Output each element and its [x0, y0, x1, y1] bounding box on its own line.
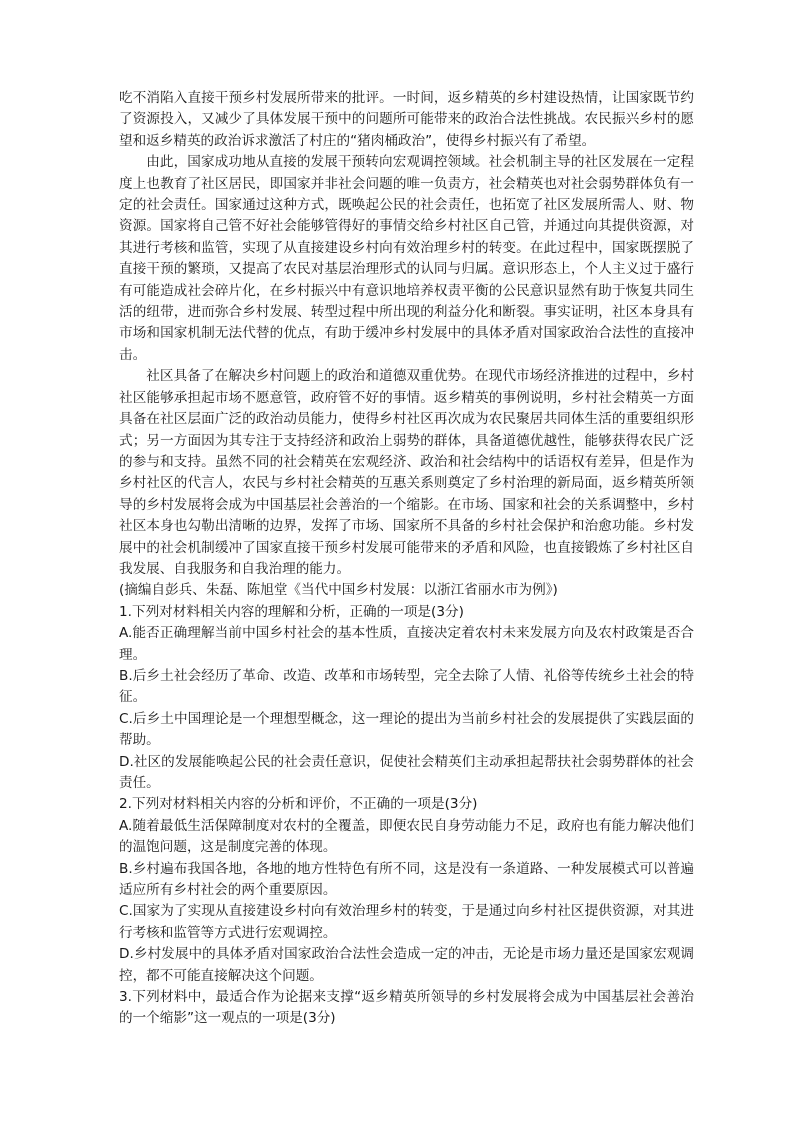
question-1: [119, 602, 694, 795]
question-stem: 3.下列材料中，最适合作为论据来支撑“返乡精英所领导的乡村发展将会成为中国基层社会善治的一个缩影”这一观点的一项是(3分): [119, 989, 694, 1027]
option-a: A.随着最低生活保障制度对农村的全覆盖，即便农民自身劳动能力不足，政府也有能力解决他们的温饱问题，这是制度完善的体现。: [119, 817, 694, 856]
option-c: C.后乡土中国理论是一个理想型概念，这一理论的提出为当前乡村社会的发展提供了实践层面的帮助。: [119, 710, 694, 749]
option-b: B.乡村遍布我国各地，各地的地方性特色有所不同，这是没有一条道路、一种发展模式可以普遍适应所有乡村社会的两个重要原因。: [119, 860, 694, 899]
article-paragraph: 由此，国家成功地从直接的发展干预转向宏观调控领域。社会机制主导的社区发展在一定程度上也教育了社区居民，即国家并非社会问题的唯一负责方，社会精英也对社会弱势群体负有一定的社会责任。国家通过这种方式，既唤起公民的社会责任，也拓宽了社区发展所需人、财、物资源。国家将自己管不好社会能够管得好的事情交给乡村社区自己管，并通过向其提供资源，对其进行考核和监管，实现了从直接建设乡村向有效治理乡村的转变。在此过程中，国家既摆脱了直接干预的繁琐，又提高了农民对基层治理形式的认同与归属。意识形态上，个人主义过于盛行有可能造成社会碎片化，在乡村振兴中有意识地培养权责平衡的公民意识显然有助于恢复共同生活的纽带，进而弥合乡村发展、转型过程中所出现的利益分化和断裂。事实证明，社区本身具有市场和国家机制无法代替的优点，有助于缓冲乡村发展中的具体矛盾对国家政治合法性的直接冲击。: [119, 154, 694, 363]
option-a: A.能否正确理解当前中国乡村社会的基本性质，直接决定着农村未来发展方向及农村政策是否合理。: [119, 625, 694, 663]
option-b: B.后乡土社会经历了革命、改造、改革和市场转型，完全去除了人情、礼俗等传统乡土社会的特征。: [119, 667, 694, 706]
article-source: (摘编自彭兵、朱磊、陈旭堂《当代中国乡村发展：以浙江省丽水市为例》): [119, 582, 558, 599]
question-2: [119, 794, 694, 987]
option-c: C.国家为了实现从直接建设乡村向有效治理乡村的转变，于是通过向乡村社区提供资源，对其进行考核和监管等方式进行宏观调控。: [119, 903, 694, 941]
option-d: D.乡村发展中的具体矛盾对国家政治合法性会造成一定的冲击，无论是市场力量还是国家宏观调控，都不可能直接解决这个问题。: [119, 946, 694, 984]
article-paragraph-continued: 吃不消陷入直接干预乡村发展所带来的批评。一时间，返乡精英的乡村建设热情，让国家既节约了资源投入，又减少了具体发展干预中的问题所可能带来的政治合法性挑战。农民振兴乡村的愿望和返乡精英的政治诉求激活了村庄的“猪肉桶政治”，使得乡村振兴有了希望。: [119, 90, 694, 149]
question-3: [119, 987, 694, 1030]
question-stem: 1.下列对材料相关内容的理解和分析，正确的一项是(3分): [119, 603, 464, 620]
question-stem: 2.下列对材料相关内容的分析和评价，不正确的一项是(3分): [119, 796, 478, 813]
article-paragraph: 社区具备了在解决乡村问题上的政治和道德双重优势。在现代市场经济推进的过程中，乡村社区能够承担起市场不愿意管，政府管不好的事情。返乡精英的事例说明，乡村社会精英一方面具备在社区层面广泛的政治动员能力，使得乡村社区再次成为农民聚居共同体生活的重要组织形式；另一方面因为其专注于支持经济和政治上弱势的群体，具备道德优越性，能够获得农民广泛的参与和支持。虽然不同的社会精英在宏观经济、政治和社会结构中的话语权有差异，但是作为乡村社区的代言人，农民与乡村社会精英的互惠关系则奠定了乡村治理的新局面，返乡精英所领导的乡村发展将会成为中国基层社会善治的一个缩影。在市场、国家和社会的关系调整中，乡村社区本身也勾勒出清晰的边界，发挥了市场、国家所不具备的乡村社会保护和治愈功能。乡村发展中的社会机制缓冲了国家直接干预乡村发展可能带来的矛盾和风险，也直接锻炼了乡村社区自我发展、自我服务和自我治理的能力。: [119, 368, 694, 577]
option-d: D.社区的发展能唤起公民的社会责任意识，促使社会精英们主动承担起帮扶社会弱势群体的社会责任。: [119, 753, 694, 791]
